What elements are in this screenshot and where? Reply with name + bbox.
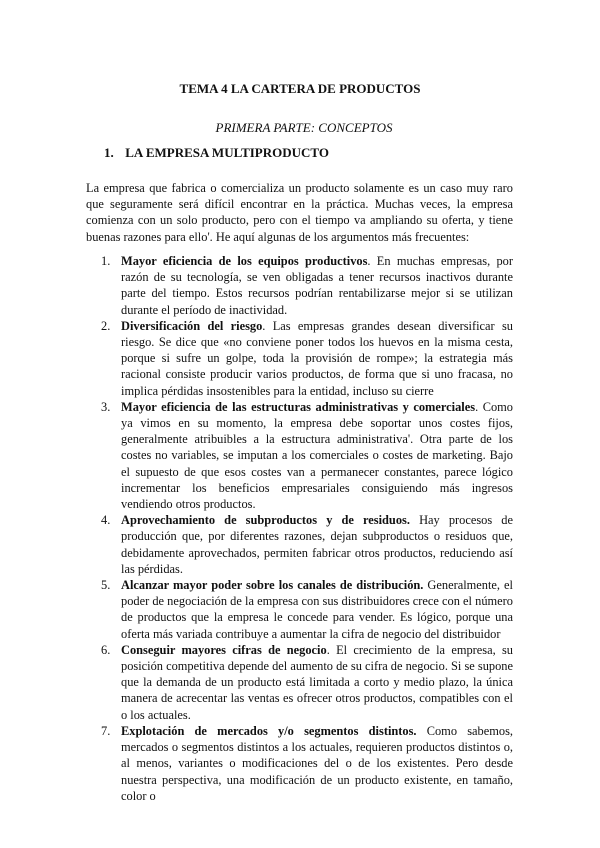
- item-text: . El crecimiento de la empresa, su posición competitiva depende del aumento de su cifra de negocio. Si se supone que la demanda de un producto está limitada a corto y medio plazo, la única manera de acrecentar las ventas es ofrecer otros productos, compatibles con el o los actuales.: [121, 642, 513, 722]
- item-number: 1.: [101, 254, 111, 268]
- arguments-list: [101, 253, 513, 804]
- list-item: [101, 253, 513, 318]
- item-number: 2.: [101, 318, 111, 333]
- item-number: 4.: [101, 513, 111, 528]
- item-text: Generalmente, el poder de negociación de la empresa con sus distribuidores crece con el número de productos que la empresa le concede para vender. Es lógico, porque una oferta más variada contribuye a aumentar la cifra de negocio del distribuidor: [121, 578, 513, 641]
- list-item: [101, 318, 513, 399]
- list-item: [101, 512, 513, 577]
- item-heading: Mayor eficiencia de los equipos productivos: [121, 254, 368, 268]
- list-item: [101, 642, 513, 723]
- item-heading: Explotación de mercados y/o segmentos distintos.: [121, 723, 417, 738]
- item-heading: Aprovechamiento de subproductos y de residuos.: [121, 513, 410, 528]
- item-text: Hay procesos de producción que, por diferentes razones, dejan subproductos o residuos que, debidamente aprovechados, permiten fabricar otros productos, reduciendo así las pérdidas.: [121, 513, 513, 576]
- item-number: 3.: [101, 399, 111, 414]
- item-heading: Alcanzar mayor poder sobre los canales de distribución.: [121, 578, 424, 593]
- item-heading: Mayor eficiencia de las estructuras administrativas y comerciales: [121, 399, 476, 414]
- item-number: 5.: [101, 578, 111, 593]
- intro-paragraph: La empresa que fabrica o comercializa un producto solamente es un caso muy raro que seguramente será difícil encontrar en la práctica. Muchas veces, la empresa comienza con un solo producto, pero con el tiempo va ampliando su oferta, y tiene buenas razones para ello'. He aquí algunas de los argumentos más frecuentes:: [86, 181, 513, 244]
- item-heading: Diversificación del riesgo: [121, 318, 263, 333]
- item-heading: Conseguir mayores cifras de negocio: [121, 642, 327, 657]
- document-subtitle: PRIMERA PARTE: CONCEPTOS: [215, 120, 393, 135]
- item-text: Como sabemos, mercados o segmentos distintos a los actuales, requieren productos distintos o, al menos, variantes o modificaciones del o de los existentes. Pero desde nuestra perspectiva, una modificación de un producto existente, en tamaño, color o: [121, 723, 513, 803]
- section-number: 1.: [104, 145, 114, 160]
- item-number: 6.: [101, 642, 111, 657]
- list-item: [101, 577, 513, 642]
- item-number: 7.: [101, 723, 111, 738]
- item-text: . En muchas empresas, por razón de su tecnología, se ven obligadas a tener recursos inactivos durante parte del tiempo. Estos recursos podrían rentabilizarse mejor si se utilizan durante el período de inactividad.: [121, 254, 513, 317]
- list-item: [101, 399, 513, 512]
- list-item: [101, 723, 513, 804]
- item-text: . Las empresas grandes desean diversificar su riesgo. Se dice que «no conviene poner todos los huevos en la misma cesta, porque si sufre un golpe, toda la provisión de rompe»; la estrategia más racional consiste producir varios productos, de forma que si uno fracasa, no implica pérdidas insostenibles para la entidad, incluso su cierre: [121, 318, 513, 398]
- document-title: TEMA 4 LA CARTERA DE PRODUCTOS: [179, 81, 421, 96]
- section-title: LA EMPRESA MULTIPRODUCTO: [125, 145, 329, 160]
- section-heading: [104, 145, 329, 161]
- item-text: . Como ya vimos en su momento, la empresa debe soportar unos costes fijos, generalmente atribuibles a la estructura administrativa'. Otra parte de los costes no variables, se imputan a los comerciales o costes de marketing. Bajo el supuesto de que esos costes van a permanecer constantes, parece lógico incrementar los beneficios empresariales consiguiendo más ingresos vendiendo otros productos.: [121, 399, 513, 512]
